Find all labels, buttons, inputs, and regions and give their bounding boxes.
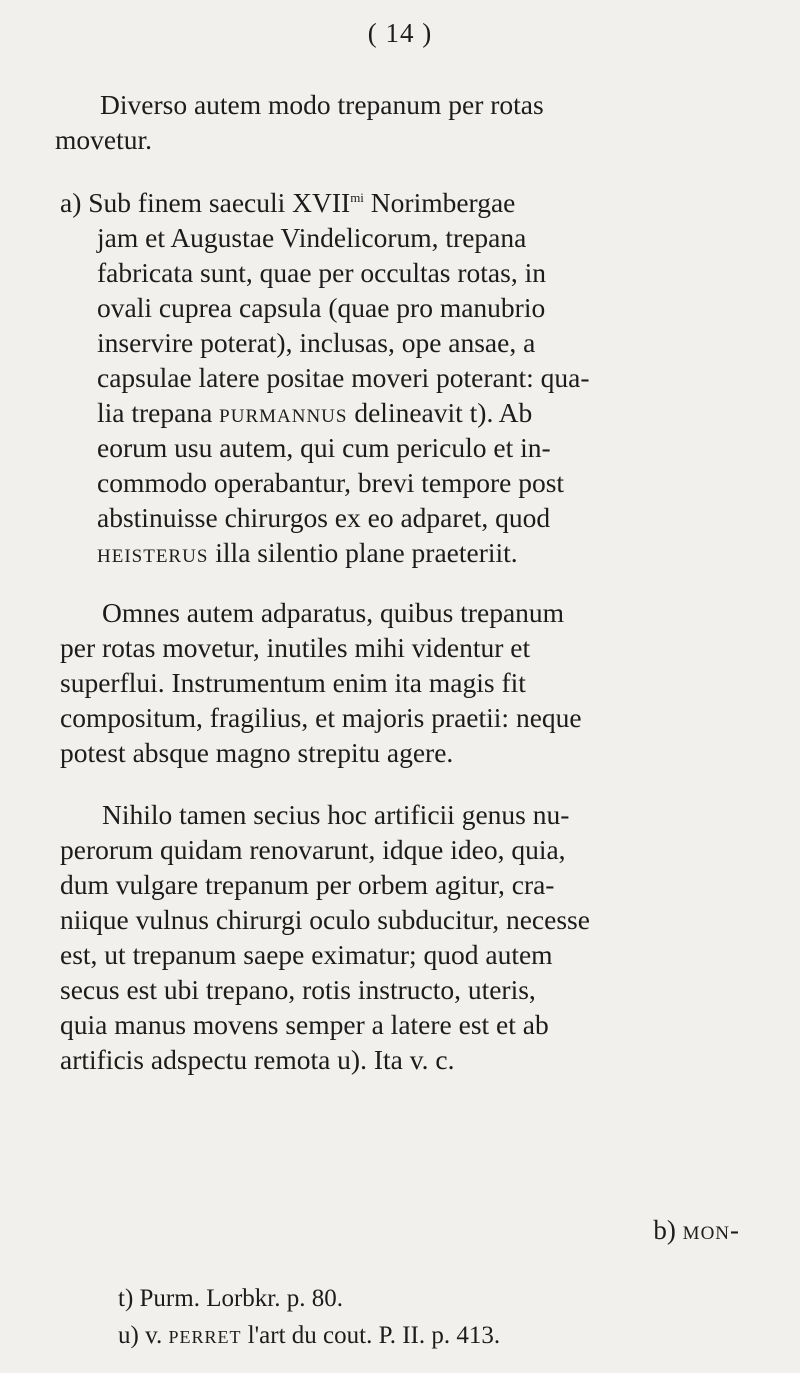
footnote-t: t) Purm. Lorbkr. p. 80. — [118, 1285, 343, 1312]
text-line-25: quia manus movens semper a latere est et ab — [60, 1009, 549, 1040]
catchword-sc: mon- — [682, 1215, 740, 1245]
text-line-16: superflui. Instrumentum enim ita magis fit — [60, 667, 526, 698]
text-line-11: commodo operabantur, brevi tempore post — [97, 467, 565, 498]
text-line-13-b: illa silentio plane praeteriit. — [208, 537, 518, 568]
text-line-24: secus est ubi trepano, rotis instructo, uteris, — [60, 974, 536, 1005]
text-line-12: abstinuisse chirurgos ex eo adparet, quod — [97, 502, 551, 533]
text-line-9-a: lia trepana — [97, 397, 220, 428]
text-line-8: capsulae latere positae moveri poterant: qua- — [97, 362, 590, 393]
text-line-5: fabricata sunt, quae per occultas rotas, in — [97, 257, 546, 288]
author-name-perret: perret — [168, 1322, 242, 1349]
text-line-6: ovali cuprea capsula (quae pro manubrio — [97, 292, 546, 323]
text-line-10: eorum usu autem, qui cum periculo et in- — [97, 432, 551, 463]
text-line-22: niique vulnus chirurgi oculo subducitur, necesse — [60, 904, 590, 935]
text-line-20: perorum quidam renovarunt, idque ideo, quia, — [60, 834, 566, 865]
text-line-3-a: a) Sub finem saeculi XVII — [60, 187, 351, 218]
text-line-18: potest absque magno strepitu agere. — [60, 737, 454, 768]
text-line-17: compositum, fragilius, et majoris praetii: neque — [60, 702, 582, 733]
text-line-21: dum vulgare trepanum per orbem agitur, cra- — [60, 869, 555, 900]
text-line-4: jam et Augustae Vindelicorum, trepana — [97, 222, 527, 253]
text-line-7: inservire poterat), inclusas, ope ansae, a — [97, 327, 536, 358]
author-name-purmannus: purmannus — [219, 397, 348, 428]
footnote-u — [118, 1322, 500, 1350]
catchword-pre: b) — [653, 1215, 683, 1245]
catchword — [653, 1215, 740, 1246]
text-line-9 — [97, 398, 532, 428]
text-line-3 — [60, 188, 515, 218]
text-line-3-sup: mi — [350, 189, 364, 205]
text-line-9-b: delineavit t). Ab — [347, 397, 533, 428]
text-line-2: movetur. — [55, 124, 153, 155]
text-line-3-b: Norimbergae — [363, 187, 516, 218]
text-line-26: artificis adspectu remota u). Ita v. c. — [60, 1044, 455, 1075]
text-line-23: est, ut trepanum saepe eximatur; quod autem — [60, 939, 553, 970]
text-line-14: Omnes autem adparatus, quibus trepanum — [102, 597, 565, 628]
footnote-u-post: l'art du cout. P. II. p. 413. — [241, 1322, 501, 1349]
author-name-heisterus: heisterus — [97, 537, 209, 568]
text-line-15: per rotas movetur, inutiles mihi videntur et — [60, 632, 531, 663]
page-number: ( 14 ) — [367, 18, 433, 48]
footnote-u-pre: u) v. — [118, 1322, 169, 1349]
text-line-1: Diverso autem modo trepanum per rotas — [100, 89, 544, 120]
text-line-13 — [97, 538, 518, 568]
text-line-19: Nihilo tamen secius hoc artificii genus nu- — [102, 799, 570, 830]
